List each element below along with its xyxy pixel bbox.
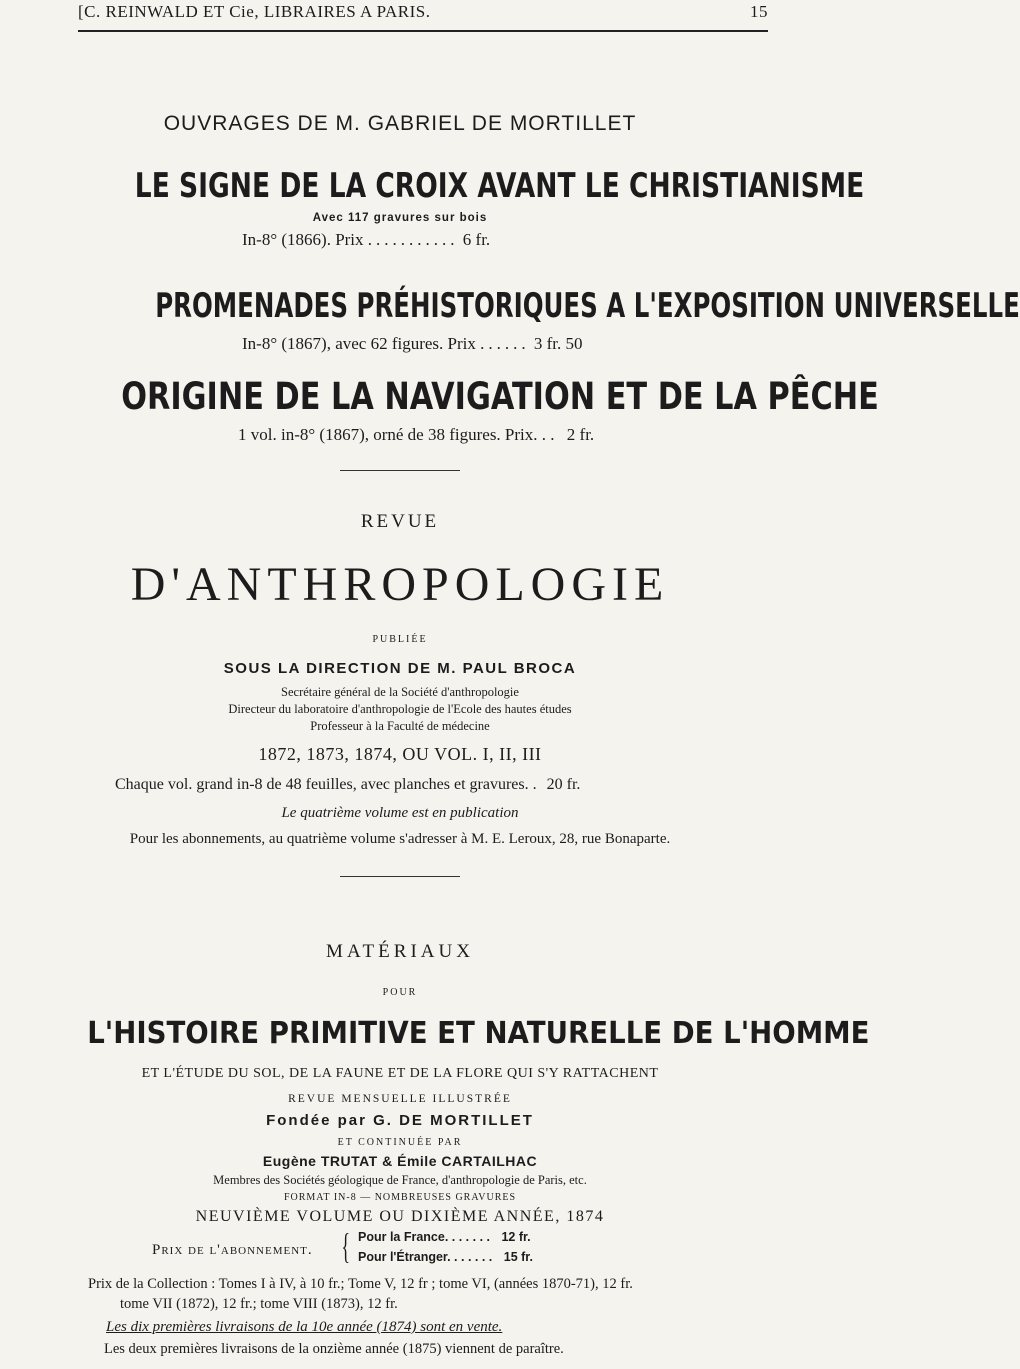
materiaux-pour: POUR — [382, 987, 418, 998]
brace-symbol: { — [341, 1226, 350, 1266]
prix-abonnement-label: Prix de l'abonnement. — [152, 1242, 313, 1258]
price-etranger: 15 fr. — [503, 1250, 533, 1264]
revue-label: REVUE — [360, 511, 440, 532]
book3-format — [238, 425, 594, 445]
running-head-text: [C. REINWALD ET Cie, LIBRAIRES A PARIS. — [78, 2, 431, 21]
materiaux-title: L'HISTOIRE PRIMITIVE ET NATURELLE DE L'HOMME — [87, 1016, 870, 1051]
book1-dots: ........... — [367, 230, 459, 249]
book1-format — [242, 230, 490, 250]
book1-price: 6 fr. — [462, 230, 491, 249]
deux-premieres: Les deux premières livraisons de la onzième année (1875) viennent de paraître. — [104, 1341, 564, 1357]
revue-volume-info — [115, 776, 580, 794]
book1-title: LE SIGNE DE LA CROIX AVANT LE CHRISTIANISME — [134, 166, 865, 206]
price-etranger-label: Pour l'Étranger. . . . . . . — [358, 1250, 493, 1264]
revue-subscriptions: Pour les abonnements, au quatrième volume s'adresser à M. E. Leroux, 28, rue Bonaparte. — [129, 831, 671, 847]
revue-role-3: Professeur à la Faculté de médecine — [310, 719, 490, 733]
revue-volume-text: Chaque vol. grand in-8 de 48 feuilles, avec planches et gravures. . — [115, 776, 537, 793]
author-heading: OUVRAGES DE M. GABRIEL DE MORTILLET — [163, 112, 637, 135]
book2-format — [242, 334, 583, 354]
book2-dots: ...... — [480, 334, 530, 353]
price-etranger-row — [358, 1250, 533, 1264]
price-france-label: Pour la France. . . . . . . — [358, 1230, 490, 1244]
revue-fourth-volume: Le quatrième volume est en publication — [281, 805, 519, 821]
price-france-row — [358, 1230, 531, 1244]
revue-role-1: Secrétaire général de la Société d'anthropologie — [281, 685, 519, 699]
collection-line-2: tome VII (1872), 12 fr.; tome VIII (1873), 12 fr. — [120, 1296, 398, 1312]
book1-format-text: In-8° (1866). Prix — [242, 230, 364, 249]
materiaux-continuee: ET CONTINUÉE PAR — [337, 1137, 463, 1148]
book3-price: 2 fr. — [566, 425, 595, 444]
section-divider-2 — [340, 876, 460, 877]
materiaux-fondee: Fondée par G. DE MORTILLET — [266, 1112, 534, 1129]
materiaux-volume: NEUVIÈME VOLUME OU DIXIÈME ANNÉE, 1874 — [195, 1208, 605, 1225]
book2-price: 3 fr. 50 — [533, 334, 583, 353]
materiaux-members: Membres des Sociétés géologique de France, d'anthropologie de Paris, etc. — [213, 1173, 587, 1187]
revue-volume-price: 20 fr. — [546, 776, 581, 793]
page-number: 15 — [750, 2, 768, 21]
running-head — [78, 2, 768, 22]
dix-premieres: Les dix premières livraisons de la 10e année (1874) sont en vente. — [106, 1319, 503, 1335]
header-rule — [78, 30, 768, 32]
materiaux-editors: Eugène TRUTAT & Émile CARTAILHAC — [262, 1153, 538, 1169]
section-divider — [340, 470, 460, 471]
revue-publiee: PUBLIÉE — [372, 634, 428, 645]
revue-title: D'ANTHROPOLOGIE — [130, 558, 670, 611]
collection-line-1: Prix de la Collection : Tomes I à IV, à 10 fr.; Tome V, 12 fr ; tome VI, (années 1870-71), 12 fr. — [88, 1276, 633, 1292]
materiaux-revue-mensuelle: REVUE MENSUELLE ILLUSTRÉE — [288, 1093, 512, 1105]
revue-direction: SOUS LA DIRECTION DE M. PAUL BROCA — [223, 660, 577, 677]
book2-title: PROMENADES PRÉHISTORIQUES A L'EXPOSITION UNIVERSELLE — [155, 286, 1020, 326]
revue-roles — [60, 684, 740, 735]
book3-format-text: 1 vol. in-8° (1867), orné de 38 figures. Prix. . . — [238, 425, 555, 444]
materiaux-format: FORMAT IN-8 — NOMBREUSES GRAVURES — [283, 1192, 517, 1203]
price-france: 12 fr. — [501, 1230, 531, 1244]
revue-role-2: Directeur du laboratoire d'anthropologie de l'Ecole des hautes études — [228, 702, 572, 716]
materiaux-label: MATÉRIAUX — [326, 941, 474, 962]
materiaux-subtitle: ET L'ÉTUDE DU SOL, DE LA FAUNE ET DE LA FLORE QUI S'Y RATTACHENT — [141, 1066, 659, 1081]
book3-title: ORIGINE DE LA NAVIGATION ET DE LA PÊCHE — [121, 375, 879, 418]
revue-years: 1872, 1873, 1874, OU VOL. I, II, III — [258, 744, 542, 764]
book1-subtitle: Avec 117 gravures sur bois — [312, 212, 488, 224]
book2-format-text: In-8° (1867), avec 62 figures. Prix — [242, 334, 476, 353]
